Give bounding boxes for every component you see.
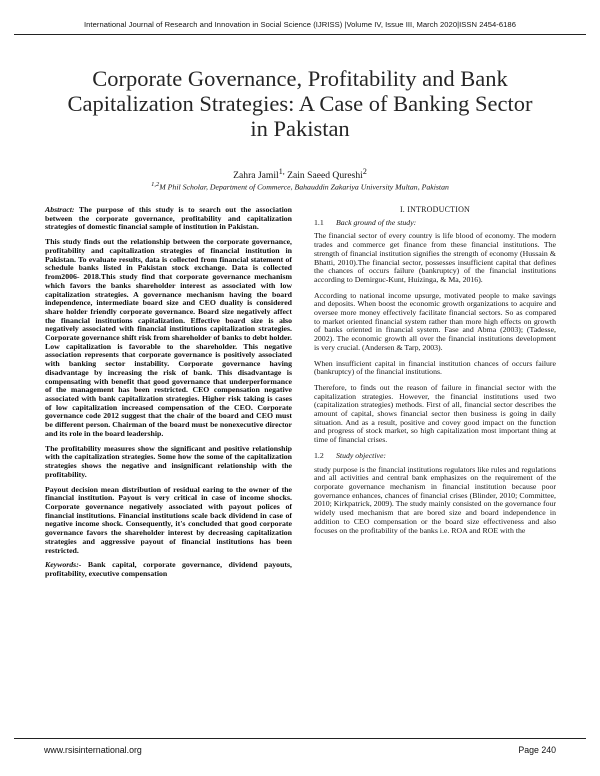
subsection-number-1: 1.1 xyxy=(314,217,324,227)
page-number: Page 240 xyxy=(518,745,556,755)
body-column xyxy=(314,206,556,542)
abstract-intro xyxy=(45,206,292,232)
subsection-number-2: 1.2 xyxy=(314,450,324,460)
author-2-marker: 2 xyxy=(362,167,367,176)
author-1: Zahra Jamil xyxy=(233,170,279,182)
footer-website: www.rsisinternational.org xyxy=(44,745,142,755)
subsection-heading-2 xyxy=(314,452,556,461)
abstract-paragraph-3: The profitability measures show the significant and positive relationship with the capitalization strategies. Some how the some of the capitalization strategies shows the negative and insignificant relationship with the profitability. xyxy=(45,443,292,479)
paper-title: Corporate Governance, Profitability and Bank Capitalization Strategies: A Case of Banking Sector in Pakistan xyxy=(67,66,533,141)
abstract-column xyxy=(45,206,292,585)
author-1-marker: 1, xyxy=(278,167,285,176)
affiliation-line xyxy=(0,181,600,192)
page-footer xyxy=(44,745,556,755)
keywords-list: Bank capital, corporate governance, dividend payouts, profitability, executive compensation xyxy=(45,560,292,579)
body-paragraph-1: The financial sector of every country is life blood of economy. The modern trades and commerce get finance from these financial institutions. The strength of financial institution signifies the strength of economy (Hussain & Bhatti, 2010).The financial sector, possesses insufficient capital that defines the chances of occurs failure (bankruptcy) of the financial institutions according to Demirguc-Kunt, Huizinga, & Ma, 2016). xyxy=(314,231,556,284)
subsection-title-1: Back ground of the study: xyxy=(336,217,417,227)
body-paragraph-4: Therefore, to finds out the reason of failure in financial sector with the capitalization strategies. However, the financial institutions used two (capitalization strategies) methods. First of all, financial sector describes the amount of capital, shows financial sector then business is going in daily situation. And as a result, positive and covey good impact on the function and progress of stock market, so high capitalization most important thing at time of financial crises. xyxy=(314,382,556,445)
abstract-paragraph-1: The purpose of this study is to search out the association between the corporate governance, profitability and capitalization strategies of domestic financial sample of institution in Pakistan. xyxy=(45,205,292,232)
body-paragraph-5: study purpose is the financial institutions regulators like rules and regulations and all activities and central bank emphasizes on the requirement of the corporate governance mechanism in financial institution because poor governance enhances, chances of financial crises (Blinder, 2010; Committee, 2010; Kirkpatrick, 2009). The study mainly consisted on the governance four widely used mechanism that are bored size and board independence in addition to CEO compensation or the board size effectiveness and also focuses on the profitability of the banks i.e. ROA and ROE with the xyxy=(314,464,556,535)
header-rule xyxy=(14,34,586,35)
keywords-label: Keywords:- xyxy=(45,560,82,570)
subsection-heading-1 xyxy=(314,219,556,228)
section-heading: I. INTRODUCTION xyxy=(399,205,471,214)
abstract-paragraph-4: Payout decision mean distribution of residual earing to the owner of the financial institution. Payout is very critical in case of income shocks. Corporate governance negatively associated with payout polices of financial institutions. Financial institutions scale back dividend in case of negative income shock. Consequently, it's concluded that good corporate governance favors the shareholder interest by decreasing capitalization strategies and aggressive payout of financial institutions has been restricted. xyxy=(45,484,292,555)
footer-rule xyxy=(14,738,586,739)
subsection-title-2: Study objective: xyxy=(336,450,387,460)
affiliation-marker: 1,2 xyxy=(151,181,160,188)
author-2: Zain Saeed Qureshi xyxy=(287,170,363,182)
body-paragraph-3: When insufficient capital in financial institution chances of occurs failure (bankruptcy) of the financial institutions. xyxy=(314,358,556,377)
abstract-paragraph-2: This study finds out the relationship between the corporate governance, profitability and capitalization strategies of financial institution in Pakistan. To evaluate results, data is collected from financial statement of schedule banks listed in Pakistan stock exchange. Data is collected from2006- 2018.This study find that corporate governance mechanism which favors the banks shareholder interest as associated with low capitalization strategies. A governance mechanism having the board independence, intermediate board size and CEO duality is considered share holder friendly corporate governance. Board size negatively affect the financial institutions capitalization. Effective board size is also negatively associated with financial institutions capitalization strategies. Corporate governance shift risk from shareholder of banks to debt holder. Low capitalization is favorable to the shareholder. This negative association represents that corporate governance is positively associated with banking sector instability. Corporate governance having disadvantage by increasing the risk of bank. This disadvantage is compensating with benefit that good governance that underperformance of the management has been restricted. CEO compensation negative associated with bank capitalization strategies. Higher risk taking is cases of low capitalization increased compensation of the CEO. Corporate governance code 2012 suggest that the chair of the board and CEO must be different person. Chairman of the board must be nonexecutive director and its role in the board leadership. xyxy=(45,237,292,438)
abstract-label: Abstract: xyxy=(45,205,75,214)
journal-header: International Journal of Research and Innovation in Social Science (IJRISS) |Volume IV, Issue III, March 2020|ISSN 2454-6186 xyxy=(84,20,516,29)
keywords xyxy=(45,561,292,578)
affiliation: M Phil Scholar, Department of Commerce, Bahauddin Zakariya University Multan, Pakistan xyxy=(159,182,449,192)
body-paragraph-2: According to national income upsurge, motivated people to make savings and deposits. When boost the economic growth organizations to acquire and oversee more money effectively facilitate financial sectors. So as compared to market oriented financial system rather than more high effects on growth of banks oriented in financial system. Fase and Abma (2003); (Tadesse, 2002). The economic growth all over the financial institutions development is very crucial. (Andersen & Tarp, 2003). xyxy=(314,290,556,352)
author-line xyxy=(0,167,600,181)
